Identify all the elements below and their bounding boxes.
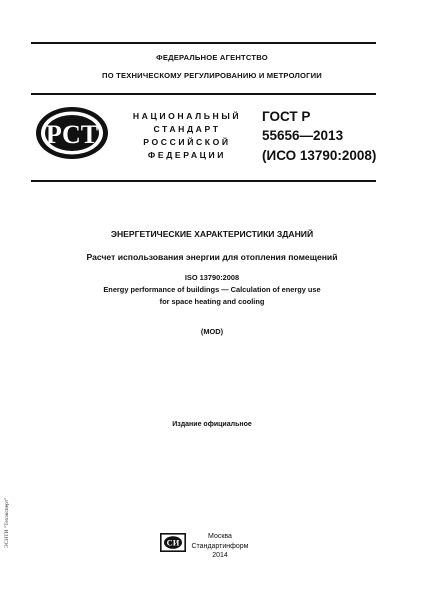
publisher-info (190, 532, 250, 561)
rst-logo (34, 105, 110, 161)
publisher-logo-letters: СИ (166, 537, 180, 548)
publisher-city: Москва (208, 533, 232, 540)
publication-year: 2014 (212, 552, 228, 559)
publisher-logo (160, 533, 186, 552)
publisher-logo-icon (160, 533, 186, 552)
national-line: СТАНДАРТ (153, 124, 221, 134)
side-stamp: ЭСНТИ "Техэксперт" (4, 497, 10, 548)
national-standard-label (118, 110, 256, 162)
iso-code: ISO 13790:2008 (184, 273, 240, 282)
document-title: ЭНЕРГЕТИЧЕСКИЕ ХАРАКТЕРИСТИКИ ЗДАНИЙ (110, 229, 314, 239)
lower-rule (31, 180, 376, 182)
agency-line-2: ПО ТЕХНИЧЕСКОМУ РЕГУЛИРОВАНИЮ И МЕТРОЛОГИИ (102, 71, 322, 80)
agency-line-1: ФЕДЕРАЛЬНОЕ АГЕНТСТВО (156, 53, 268, 62)
edition-label: Издание официальное (172, 421, 252, 428)
national-line: НАЦИОНАЛЬНЫЙ (132, 111, 242, 121)
logo-letters: РСТ (45, 120, 99, 149)
national-line: ФЕДЕРАЦИИ (147, 150, 227, 160)
publisher-name: Стандартинформ (191, 542, 249, 550)
gost-number: 55656—2013 (262, 128, 344, 143)
rst-logo-icon (34, 105, 110, 161)
national-line: РОССИЙСКОЙ (143, 137, 231, 147)
gost-designation (262, 108, 376, 164)
english-title-line-2: for space heating and cooling (159, 297, 265, 306)
top-rule (31, 42, 376, 44)
gost-label: ГОСТ Р (262, 109, 311, 124)
mod-label: (MOD) (200, 327, 224, 336)
iso-reference: (ИСО 13790:2008) (262, 148, 377, 163)
upper-rule (31, 93, 376, 95)
document-subtitle: Расчет использования энергии для отопления помещений (86, 252, 338, 262)
english-title-line-1: Energy performance of buildings — Calculation of energy use (103, 285, 321, 294)
